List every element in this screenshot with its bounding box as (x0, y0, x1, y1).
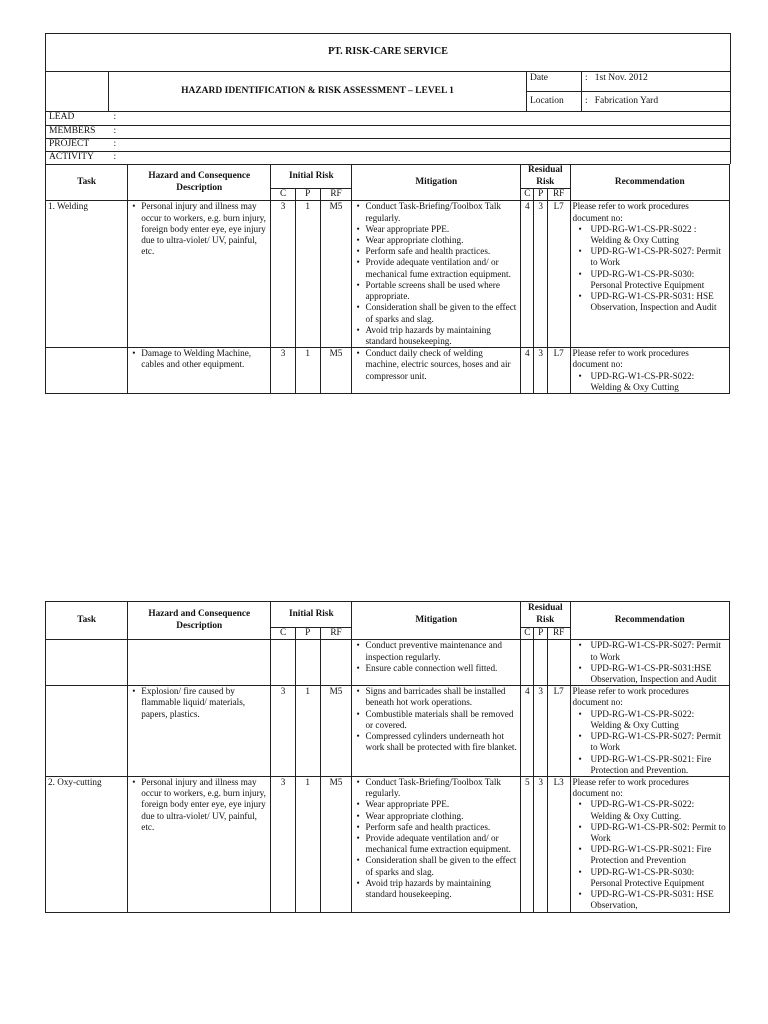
procedure-reference: • UPD-RG-W1-CS-PR-S027: Permit to Work (591, 640, 728, 662)
mitigation-item: • Conduct daily check of welding machine, electric sources, hoses and air compressor unit. (365, 348, 518, 382)
task-cell (46, 348, 128, 394)
recommendation-cell (570, 201, 730, 348)
recommendation-list (573, 371, 728, 393)
procedure-reference: • UPD-RG-W1-CS-PR-S022: Welding & Oxy Cutting (591, 709, 728, 731)
col-initial-p: P (295, 628, 320, 640)
procedure-reference: • UPD-RG-W1-CS-PR-S022 : Welding & Oxy Cutting (591, 224, 728, 246)
members-label: MEMBERS (46, 125, 111, 138)
col-initial-c: C (271, 628, 296, 640)
residual-p-cell (534, 640, 547, 686)
mitigation-item: • Wear appropriate clothing. (365, 235, 518, 246)
mitigation-cell (352, 776, 521, 912)
recommendation-list (573, 799, 728, 911)
residual-c-cell: 4 (521, 348, 534, 394)
mitigation-item: • Perform safe and health practices. (365, 822, 518, 833)
col-residual-c: C (521, 628, 534, 640)
col-initial-p: P (295, 189, 320, 201)
mitigation-item: • Consideration shall be given to the effect of sparks and slag. (365, 302, 518, 324)
task-cell (46, 686, 128, 777)
location-label: Location (527, 92, 582, 112)
col-residual-risk: Residual Risk (521, 165, 570, 189)
initial-p-cell: 1 (295, 348, 320, 394)
activity-value: : (113, 151, 117, 162)
mitigation-item: • Provide adequate ventilation and/ or mechanical fume extraction equipment. (365, 833, 518, 855)
mitigation-list (354, 348, 518, 382)
mitigation-item: • Combustible materials shall be removed or covered. (365, 709, 518, 731)
initial-rf-cell: M5 (320, 201, 352, 348)
procedure-reference: • UPD-RG-W1-CS-PR-S031: HSE Observation, Inspection and Audit (591, 291, 728, 313)
mitigation-item: • Wear appropriate clothing. (365, 811, 518, 822)
project-value: : (111, 138, 731, 151)
col-initial-rf: RF (320, 628, 352, 640)
mitigation-item: • Ensure cable connection well fitted. (365, 663, 518, 674)
mitigation-cell (352, 686, 521, 777)
mitigation-list (354, 640, 518, 674)
page-one (45, 33, 730, 394)
mitigation-item: • Wear appropriate PPE. (365, 799, 518, 810)
members-value: : (111, 125, 731, 138)
residual-c-cell: 4 (521, 201, 534, 348)
initial-c-cell: 3 (271, 686, 296, 777)
location-separator: : (585, 95, 588, 106)
procedure-reference: • UPD-RG-W1-CS-PR-S022: Welding & Oxy Cutting (591, 371, 728, 393)
residual-p-cell: 3 (534, 348, 547, 394)
procedure-reference: • UPD-RG-W1-CS-PR-S031: HSE Observation, (591, 889, 728, 911)
mitigation-item: • Compressed cylinders underneath hot work shall be protected with fire blanket. (365, 731, 518, 753)
initial-rf-cell (320, 640, 352, 686)
procedure-reference: • UPD-RG-W1-CS-PR-S027: Permit to Work (591, 246, 728, 268)
procedure-reference: • UPD-RG-W1-CS-PR-S027: Permit to Work (591, 731, 728, 753)
procedure-reference: • UPD-RG-W1-CS-PR-S030: Personal Protective Equipment (591, 867, 728, 889)
residual-c-cell (521, 640, 534, 686)
lead-value: : (111, 112, 731, 125)
residual-rf-cell (547, 640, 570, 686)
hazard-item: • Damage to Welding Machine, cables and other equipment. (141, 348, 268, 370)
hazard-cell (128, 201, 271, 348)
mitigation-item: • Portable screens shall be used where appropriate. (365, 280, 518, 302)
location-value-cell (582, 92, 731, 112)
col-initial-risk: Initial Risk (271, 602, 352, 628)
recommendation-list (573, 640, 728, 685)
col-initial-rf: RF (320, 189, 352, 201)
mitigation-item: • Conduct Task-Briefing/Toolbox Talk regularly. (365, 201, 518, 223)
residual-rf-cell: L7 (547, 201, 570, 348)
mitigation-item: • Avoid trip hazards by maintaining standard housekeeping. (365, 325, 518, 347)
initial-p-cell: 1 (295, 201, 320, 348)
col-mitigation: Mitigation (352, 602, 521, 640)
activity-label: ACTIVITY (49, 151, 94, 162)
initial-c-cell (271, 640, 296, 686)
initial-rf-cell: M5 (320, 776, 352, 912)
location-value: Fabrication Yard (594, 95, 659, 106)
residual-p-cell: 3 (534, 686, 547, 777)
hazard-list (130, 777, 268, 833)
hazard-item: • Personal injury and illness may occur to workers, e.g. burn injury, foreign body enter eye, eye injury due to ultra-violet/ UV, painful, etc. (141, 777, 268, 833)
col-residual-risk: Residual Risk (521, 602, 570, 628)
task-cell (46, 640, 128, 686)
mitigation-list (354, 777, 518, 900)
hazard-list (130, 348, 268, 370)
mitigation-item: • Provide adequate ventilation and/ or mechanical fume extraction equipment. (365, 257, 518, 279)
recommendation-cell (570, 686, 730, 777)
recommendation-list (573, 224, 728, 314)
date-separator: : (585, 73, 588, 83)
date-value: 1st Nov. 2012 (594, 73, 648, 83)
project-label: PROJECT (46, 138, 111, 151)
risk-table-1 (45, 164, 730, 394)
col-residual-rf: RF (547, 189, 570, 201)
recommendation-intro: Please refer to work procedures document no: (572, 201, 689, 223)
initial-c-cell: 3 (271, 776, 296, 912)
hazard-list (130, 201, 268, 257)
col-residual-p: P (534, 189, 547, 201)
mitigation-item: • Conduct preventive maintenance and inspection regularly. (365, 640, 518, 662)
date-value-cell (582, 72, 731, 92)
mitigation-cell (352, 201, 521, 348)
residual-rf-cell: L7 (547, 686, 570, 777)
mitigation-list (354, 201, 518, 347)
recommendation-intro: Please refer to work procedures document no: (572, 348, 689, 370)
procedure-reference: • UPD-RG-W1-CS-PR-S022: Welding & Oxy Cutting. (591, 799, 728, 821)
initial-p-cell: 1 (295, 776, 320, 912)
table-row (46, 201, 730, 348)
hazard-cell (128, 348, 271, 394)
task-cell: 2. Oxy-cutting (46, 776, 128, 912)
col-hazard: Hazard and Consequence Description (128, 602, 271, 640)
mitigation-item: • Consideration shall be given to the effect of sparks and slag. (365, 855, 518, 877)
recommendation-cell (570, 348, 730, 394)
project-info-table (45, 112, 731, 164)
initial-c-cell: 3 (271, 348, 296, 394)
risk-table-2 (45, 601, 730, 913)
mitigation-list (354, 686, 518, 753)
col-recommendation: Recommendation (570, 165, 730, 201)
mitigation-item: • Signs and barricades shall be installed beneath hot work operations. (365, 686, 518, 708)
residual-p-cell: 3 (534, 776, 547, 912)
recommendation-cell (570, 776, 730, 912)
procedure-reference: • UPD-RG-W1-CS-PR-S030: Personal Protective Equipment (591, 269, 728, 291)
residual-rf-cell: L7 (547, 348, 570, 394)
recommendation-intro: Please refer to work procedures document no: (572, 686, 689, 708)
col-initial-c: C (271, 189, 296, 201)
col-hazard: Hazard and Consequence Description (128, 165, 271, 201)
hazard-item: • Personal injury and illness may occur to workers, e.g. burn injury, foreign body enter eye, eye injury due to ultra-violet/ UV, painful, etc. (141, 201, 268, 257)
mitigation-item: • Conduct Task-Briefing/Toolbox Talk regularly. (365, 777, 518, 799)
task-cell: 1. Welding (46, 201, 128, 348)
recommendation-intro: Please refer to work procedures document no: (572, 776, 689, 799)
procedure-reference: • UPD-RG-W1-CS-PR-S021: Fire Protection and Prevention. (591, 754, 728, 776)
mitigation-cell (352, 640, 521, 686)
mitigation-cell (352, 348, 521, 394)
col-residual-p: P (534, 628, 547, 640)
mitigation-item: • Perform safe and health practices. (365, 246, 518, 257)
table-row (46, 640, 730, 686)
residual-rf-cell: L3 (547, 776, 570, 912)
residual-c-cell: 4 (521, 686, 534, 777)
hazard-cell (128, 640, 271, 686)
table-row (46, 348, 730, 394)
initial-rf-cell: M5 (320, 348, 352, 394)
mitigation-item: • Avoid trip hazards by maintaining standard housekeeping. (365, 878, 518, 900)
page-two (45, 601, 730, 913)
date-label: Date (527, 72, 582, 92)
initial-c-cell: 3 (271, 201, 296, 348)
document-header-table (45, 33, 731, 112)
mitigation-item: • Wear appropriate PPE. (365, 224, 518, 235)
col-task: Task (46, 602, 128, 640)
col-mitigation: Mitigation (352, 165, 521, 201)
initial-p-cell: 1 (295, 686, 320, 777)
col-recommendation: Recommendation (570, 602, 730, 640)
residual-c-cell: 5 (521, 776, 534, 912)
table-row (46, 686, 730, 777)
hazard-item: • Explosion/ fire caused by flammable liquid/ materials, papers, plastics. (141, 686, 268, 720)
procedure-reference: • UPD-RG-W1-CS-PR-S021: Fire Protection and Prevention (591, 844, 728, 866)
hazard-cell (128, 686, 271, 777)
table-row (46, 776, 730, 912)
col-task: Task (46, 165, 128, 201)
hazard-list (130, 686, 268, 720)
recommendation-list (573, 709, 728, 776)
recommendation-cell (570, 640, 730, 686)
col-residual-c: C (521, 189, 534, 201)
header-blank-cell (46, 72, 109, 112)
document-title: HAZARD IDENTIFICATION & RISK ASSESSMENT – LEVEL 1 (109, 72, 527, 112)
initial-p-cell (295, 640, 320, 686)
lead-label: LEAD (46, 112, 111, 125)
procedure-reference: • UPD-RG-W1-CS-PR-S02: Permit to Work (591, 822, 728, 844)
col-residual-rf: RF (547, 628, 570, 640)
hazard-cell (128, 776, 271, 912)
procedure-reference: • UPD-RG-W1-CS-PR-S031:HSE Observation, Inspection and Audit (591, 663, 728, 685)
residual-p-cell: 3 (534, 201, 547, 348)
company-name: PT. RISK-CARE SERVICE (46, 34, 731, 72)
initial-rf-cell: M5 (320, 686, 352, 777)
col-initial-risk: Initial Risk (271, 165, 352, 189)
